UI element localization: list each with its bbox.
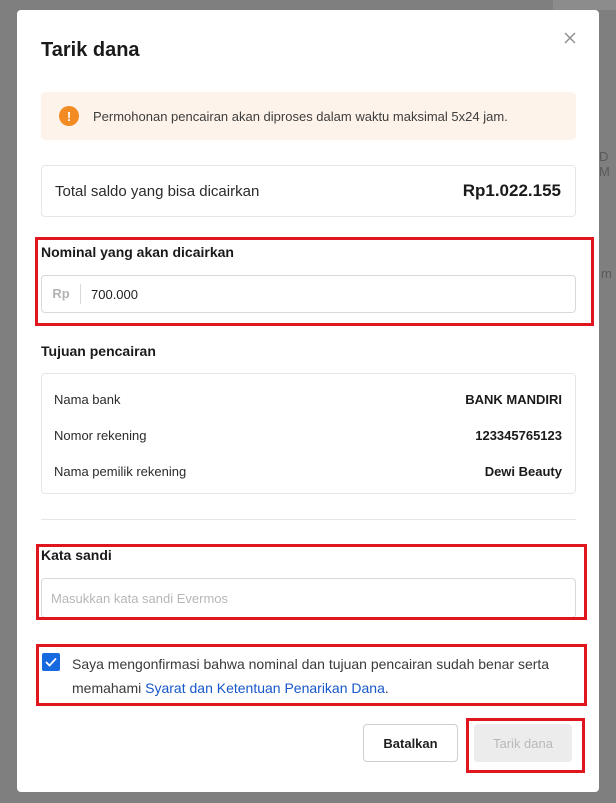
background-page-header [553,0,616,10]
bank-name-key: Nama bank [54,392,121,407]
notice-text: Permohonan pencairan akan diproses dalam waktu maksimal 5x24 jam. [93,108,508,124]
withdraw-button[interactable]: Tarik dana [474,724,572,762]
close-icon-glyph [563,31,577,45]
balance-value: Rp1.022.155 [462,181,561,200]
available-balance-card [41,165,576,217]
highlight-confirm-section [36,644,587,706]
modal-title: Tarik dana [41,39,140,61]
amount-label: Nominal yang akan dicairkan [41,244,234,260]
account-holder-value: Dewi Beauty [484,464,562,479]
background-text-fragment: m [601,266,612,281]
bank-name-row [54,392,562,407]
account-holder-key: Nama pemilik rekening [54,464,187,479]
password-label: Kata sandi [41,547,112,563]
currency-prefix: Rp [42,284,81,304]
background-text-fragment: D M [599,149,610,179]
bank-details-card [41,373,576,494]
password-placeholder: Masukkan kata sandi Evermos [51,590,229,606]
account-number-row [54,428,562,443]
processing-notice [41,92,576,140]
highlight-submit-button [466,718,585,773]
account-holder-row [54,464,562,479]
section-divider [41,519,576,520]
confirm-text-body: Saya mengonfirmasi bahwa nominal dan tujuan pencairan sudah benar serta memahami [72,656,550,696]
destination-label: Tujuan pencairan [41,343,156,359]
highlight-amount-section [35,237,594,326]
cancel-button[interactable]: Batalkan [363,724,458,762]
account-number-key: Nomor rekening [54,428,147,443]
balance-label: Total saldo yang bisa dicairkan [55,182,260,200]
confirm-text-end: . [384,680,389,696]
bank-name-value: BANK MANDIRI [465,392,562,407]
highlight-password-section [36,544,587,620]
account-number-value: 123345765123 [475,428,562,443]
amount-value[interactable]: 700.000 [91,286,138,302]
terms-link[interactable]: Syarat dan Ketentuan Penarikan Dana [145,680,385,696]
info-icon: ! [59,106,79,126]
close-icon[interactable] [561,30,579,48]
